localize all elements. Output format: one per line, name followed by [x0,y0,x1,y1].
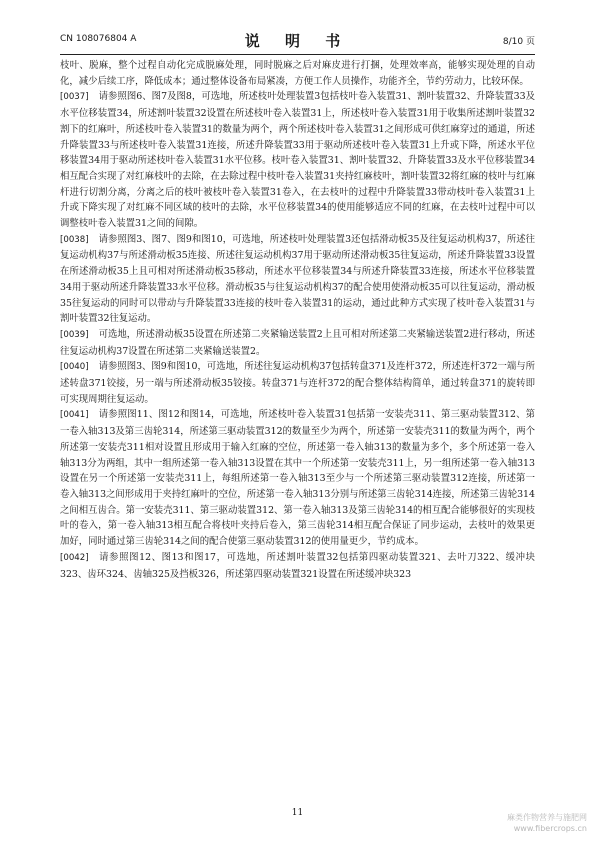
paragraph-number: [0039] [60,329,89,340]
paragraph-text: 请参照图6、图7及图8，可选地，所述枝叶处理装置3包括枝叶卷入装置31、割叶装置32、升降装置33及水平位移装置34，所述割叶装置32设置在所述枝叶卷入装置31上，所述枝叶卷入装置31用于收集所述割叶装置32割下的红麻叶，所述枝叶卷入装置31的数量为两个，两个所述枝叶卷入装置31之间形成可供红麻穿过的通道，所述升降装置33与所述枝叶卷入装置31连接，所述升降装置33用于驱动所述枝叶卷入装置31上升或下降，所述水平位移装置34用于驱动所述枝叶卷入装置31水平位移。枝叶卷入装置31、割叶装置32、升降装置33及水平位移装置34相互配合实现了对红麻枝叶的去除，在去除过程中枝叶卷入装置31夹持红麻枝叶，割叶装置32将红麻的枝叶与红麻杆进行切割分离，分离之后的枝叶被枝叶卷入装置31卷入，在去枝叶的过程中升降装置33带动枝叶卷入装置31上升或下降实现了对红麻不同区域的枝叶的去除，水平位移装置34的使用能够适应不同的红麻，在去枝叶过程中可以调整枝叶卷入装置31之间的间隙。 [60,91,535,230]
paragraph-text: 请参照图3、图9和图10，可选地，所述往复运动机构37包括转盘371及连杆372，所述连杆372一端与所述转盘371铰接，另一端与所述滑动板35铰接。转盘371与连杆372的配合整体结构简单，通过转盘371的旋转即可实现周期往复运动。 [60,361,535,405]
watermark-title: 麻类作物营养与施肥网 [507,813,587,822]
paragraph-number: [0042] [60,552,89,563]
header-rule [60,54,535,55]
publication-number: CN 108076804 A [60,34,137,44]
paragraph-0040 [60,359,535,407]
paragraph-0037 [60,89,535,231]
document-body [60,58,535,582]
site-watermark [507,812,587,834]
page-number: 11 [291,808,304,818]
paragraph-text: 请参照图12、图13和图17，可选地，所述割叶装置32包括第四驱动装置321、去叶刀322、缓冲块323、齿环324、齿轴325及挡板326，所述第四驱动装置321设置在所述缓冲块323 [60,551,535,580]
paragraph-text: 可选地，所述滑动板35设置在所述第二夹紧输送装置2上且可相对所述第二夹紧输送装置2进行移动，所述往复运动机构37设置在所述第二夹紧输送装置2。 [60,328,535,357]
page-indicator: 8/10 页 [502,37,535,47]
paragraph-text: 请参照图3、图7、图9和图10，可选地，所述枝叶处理装置3还包括滑动板35及往复运动机构37，所述往复运动机构37与所述滑动板35连接、所述往复运动机构37用于驱动所述滑动板35往复运动，所述升降装置33设置在所述滑动板35上且可相对所述滑动板35移动，所述水平位移装置34与所述升降装置33连接，所述水平位移装置34用于驱动所述升降装置33水平位移。滑动板35与往复运动机构37的配合使用使滑动板35可以往复运动，滑动板35往复运动的同时可以带动与升降装置33连接的枝叶卷入装置31的运动，通过此种方式实现了枝叶卷入装置31与割叶装置32往复运动。 [60,233,535,325]
paragraph-number: [0038] [60,234,89,245]
paragraph-0042 [60,550,535,582]
paragraph-text: 请参照图11、图12和图14，可选地，所述枝叶卷入装置31包括第一安装壳311、第三驱动装置312、第一卷入轴313及第三齿轮314，所述第三驱动装置312的数量至少为两个，所述第一安装壳311的数量为两个，两个所述第一安装壳311相对设置且形成用于输入红麻的空位，所述第一卷入轴313的数量为多个，多个所述第一卷入轴313分为两组，其中一组所述第一卷入轴313设置在其中一个所述第一安装壳311上，另一组所述第一卷入轴313设置在另一个所述第一安装壳311上，每组所述第一卷入轴313至少与一个所述第三驱动装置312连接，所述第一卷入轴313之间形成用于夹持红麻叶的空位，所述第一卷入轴313分别与所述第三齿轮314连接，所述第三齿轮314之间相互齿合。第一安装壳311、第三驱动装置312、第一卷入轴313及第三齿轮314的相互配合能够很好的实现枝叶的卷入，第一卷入轴313相互配合将枝叶夹持后卷入，第三齿轮314相互配合保证了同步运动，去枝叶的效果更加好，同时通过第三齿轮314之间的配合使第三驱动装置312的使用量更少，节约成本。 [60,409,535,548]
page-header [60,30,535,52]
continued-paragraph: 枝叶、脱麻，整个过程自动化完成脱麻处理，同时脱麻之后对麻皮进行打捆，处理效率高，能够实现处理的自动化，减少后续工序，降低成本；通过整体设备布局紧凑，方便工作人员操作，功能齐全，节约劳动力，比较环保。 [60,60,535,87]
paragraph-0039 [60,327,535,359]
document-title: 说 明 书 [244,32,351,50]
paragraph-number: [0041] [60,410,89,421]
page-footer [0,808,595,818]
watermark-url: www.fibercrops.cn [513,824,587,833]
paragraph-0041 [60,407,535,549]
paragraph-number: [0040] [60,362,89,373]
paragraph-number: [0037] [60,92,89,103]
paragraph-0038 [60,232,535,327]
